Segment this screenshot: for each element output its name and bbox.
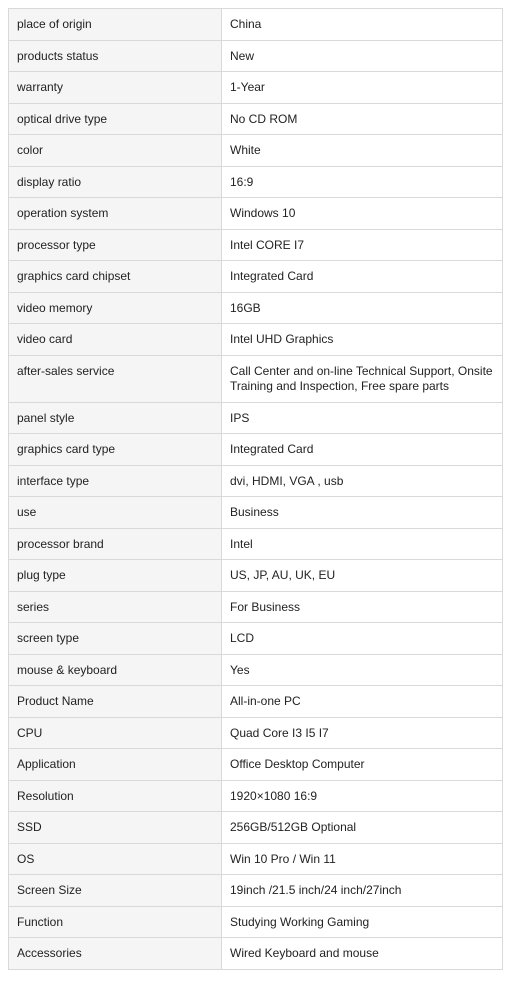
spec-label-cell: operation system [9, 198, 222, 230]
spec-label-cell: video memory [9, 292, 222, 324]
spec-label-cell: Resolution [9, 780, 222, 812]
spec-value-cell: Integrated Card [222, 434, 503, 466]
spec-value-cell: 1-Year [222, 72, 503, 104]
table-row [9, 654, 503, 686]
spec-value-cell: China [222, 9, 503, 41]
spec-value-cell: Yes [222, 654, 503, 686]
spec-label-cell: Application [9, 749, 222, 781]
table-row [9, 402, 503, 434]
spec-label-cell: Screen Size [9, 875, 222, 907]
spec-value-cell: Call Center and on-line Technical Support, Onsite Training and Inspection, Free spare parts [222, 355, 503, 402]
table-row [9, 623, 503, 655]
table-row [9, 72, 503, 104]
spec-label-cell: screen type [9, 623, 222, 655]
spec-value-cell: Business [222, 497, 503, 529]
spec-value-cell: New [222, 40, 503, 72]
table-row [9, 906, 503, 938]
spec-value-cell: 256GB/512GB Optional [222, 812, 503, 844]
spec-value-cell: Win 10 Pro / Win 11 [222, 843, 503, 875]
table-row [9, 292, 503, 324]
table-row [9, 686, 503, 718]
specifications-table-container [8, 8, 502, 970]
table-row [9, 261, 503, 293]
spec-label-cell: SSD [9, 812, 222, 844]
spec-label-cell: Function [9, 906, 222, 938]
spec-value-cell: White [222, 135, 503, 167]
table-row [9, 717, 503, 749]
table-row [9, 434, 503, 466]
spec-label-cell: graphics card type [9, 434, 222, 466]
spec-label-cell: CPU [9, 717, 222, 749]
spec-value-cell: IPS [222, 402, 503, 434]
table-row [9, 591, 503, 623]
specifications-table [8, 8, 503, 970]
spec-value-cell: 16:9 [222, 166, 503, 198]
spec-label-cell: color [9, 135, 222, 167]
table-row [9, 465, 503, 497]
spec-value-cell: Integrated Card [222, 261, 503, 293]
table-row [9, 560, 503, 592]
spec-label-cell: display ratio [9, 166, 222, 198]
spec-value-cell: LCD [222, 623, 503, 655]
table-row [9, 812, 503, 844]
spec-label-cell: place of origin [9, 9, 222, 41]
spec-label-cell: panel style [9, 402, 222, 434]
spec-label-cell: video card [9, 324, 222, 356]
spec-label-cell: series [9, 591, 222, 623]
spec-value-cell: For Business [222, 591, 503, 623]
spec-label-cell: products status [9, 40, 222, 72]
spec-value-cell: 19inch /21.5 inch/24 inch/27inch [222, 875, 503, 907]
table-row [9, 875, 503, 907]
spec-value-cell: US, JP, AU, UK, EU [222, 560, 503, 592]
table-row [9, 103, 503, 135]
spec-label-cell: after-sales service [9, 355, 222, 402]
spec-value-cell: No CD ROM [222, 103, 503, 135]
table-row [9, 166, 503, 198]
spec-value-cell: Office Desktop Computer [222, 749, 503, 781]
spec-value-cell: dvi, HDMI, VGA , usb [222, 465, 503, 497]
specifications-table-body [9, 9, 503, 970]
spec-value-cell: Studying Working Gaming [222, 906, 503, 938]
spec-label-cell: Accessories [9, 938, 222, 970]
spec-value-cell: 1920×1080 16:9 [222, 780, 503, 812]
spec-value-cell: Windows 10 [222, 198, 503, 230]
spec-label-cell: OS [9, 843, 222, 875]
table-row [9, 749, 503, 781]
spec-value-cell: Quad Core I3 I5 I7 [222, 717, 503, 749]
spec-label-cell: optical drive type [9, 103, 222, 135]
table-row [9, 40, 503, 72]
spec-label-cell: processor type [9, 229, 222, 261]
spec-label-cell: Product Name [9, 686, 222, 718]
spec-value-cell: Intel UHD Graphics [222, 324, 503, 356]
table-row [9, 497, 503, 529]
spec-value-cell: 16GB [222, 292, 503, 324]
spec-label-cell: mouse & keyboard [9, 654, 222, 686]
spec-label-cell: warranty [9, 72, 222, 104]
spec-label-cell: processor brand [9, 528, 222, 560]
spec-value-cell: Intel CORE I7 [222, 229, 503, 261]
table-row [9, 324, 503, 356]
table-row [9, 528, 503, 560]
spec-label-cell: use [9, 497, 222, 529]
spec-value-cell: Intel [222, 528, 503, 560]
table-row [9, 938, 503, 970]
table-row [9, 780, 503, 812]
table-row [9, 843, 503, 875]
table-row [9, 9, 503, 41]
table-row [9, 198, 503, 230]
spec-label-cell: interface type [9, 465, 222, 497]
table-row [9, 355, 503, 402]
spec-label-cell: plug type [9, 560, 222, 592]
table-row [9, 135, 503, 167]
spec-value-cell: All-in-one PC [222, 686, 503, 718]
spec-value-cell: Wired Keyboard and mouse [222, 938, 503, 970]
spec-label-cell: graphics card chipset [9, 261, 222, 293]
table-row [9, 229, 503, 261]
